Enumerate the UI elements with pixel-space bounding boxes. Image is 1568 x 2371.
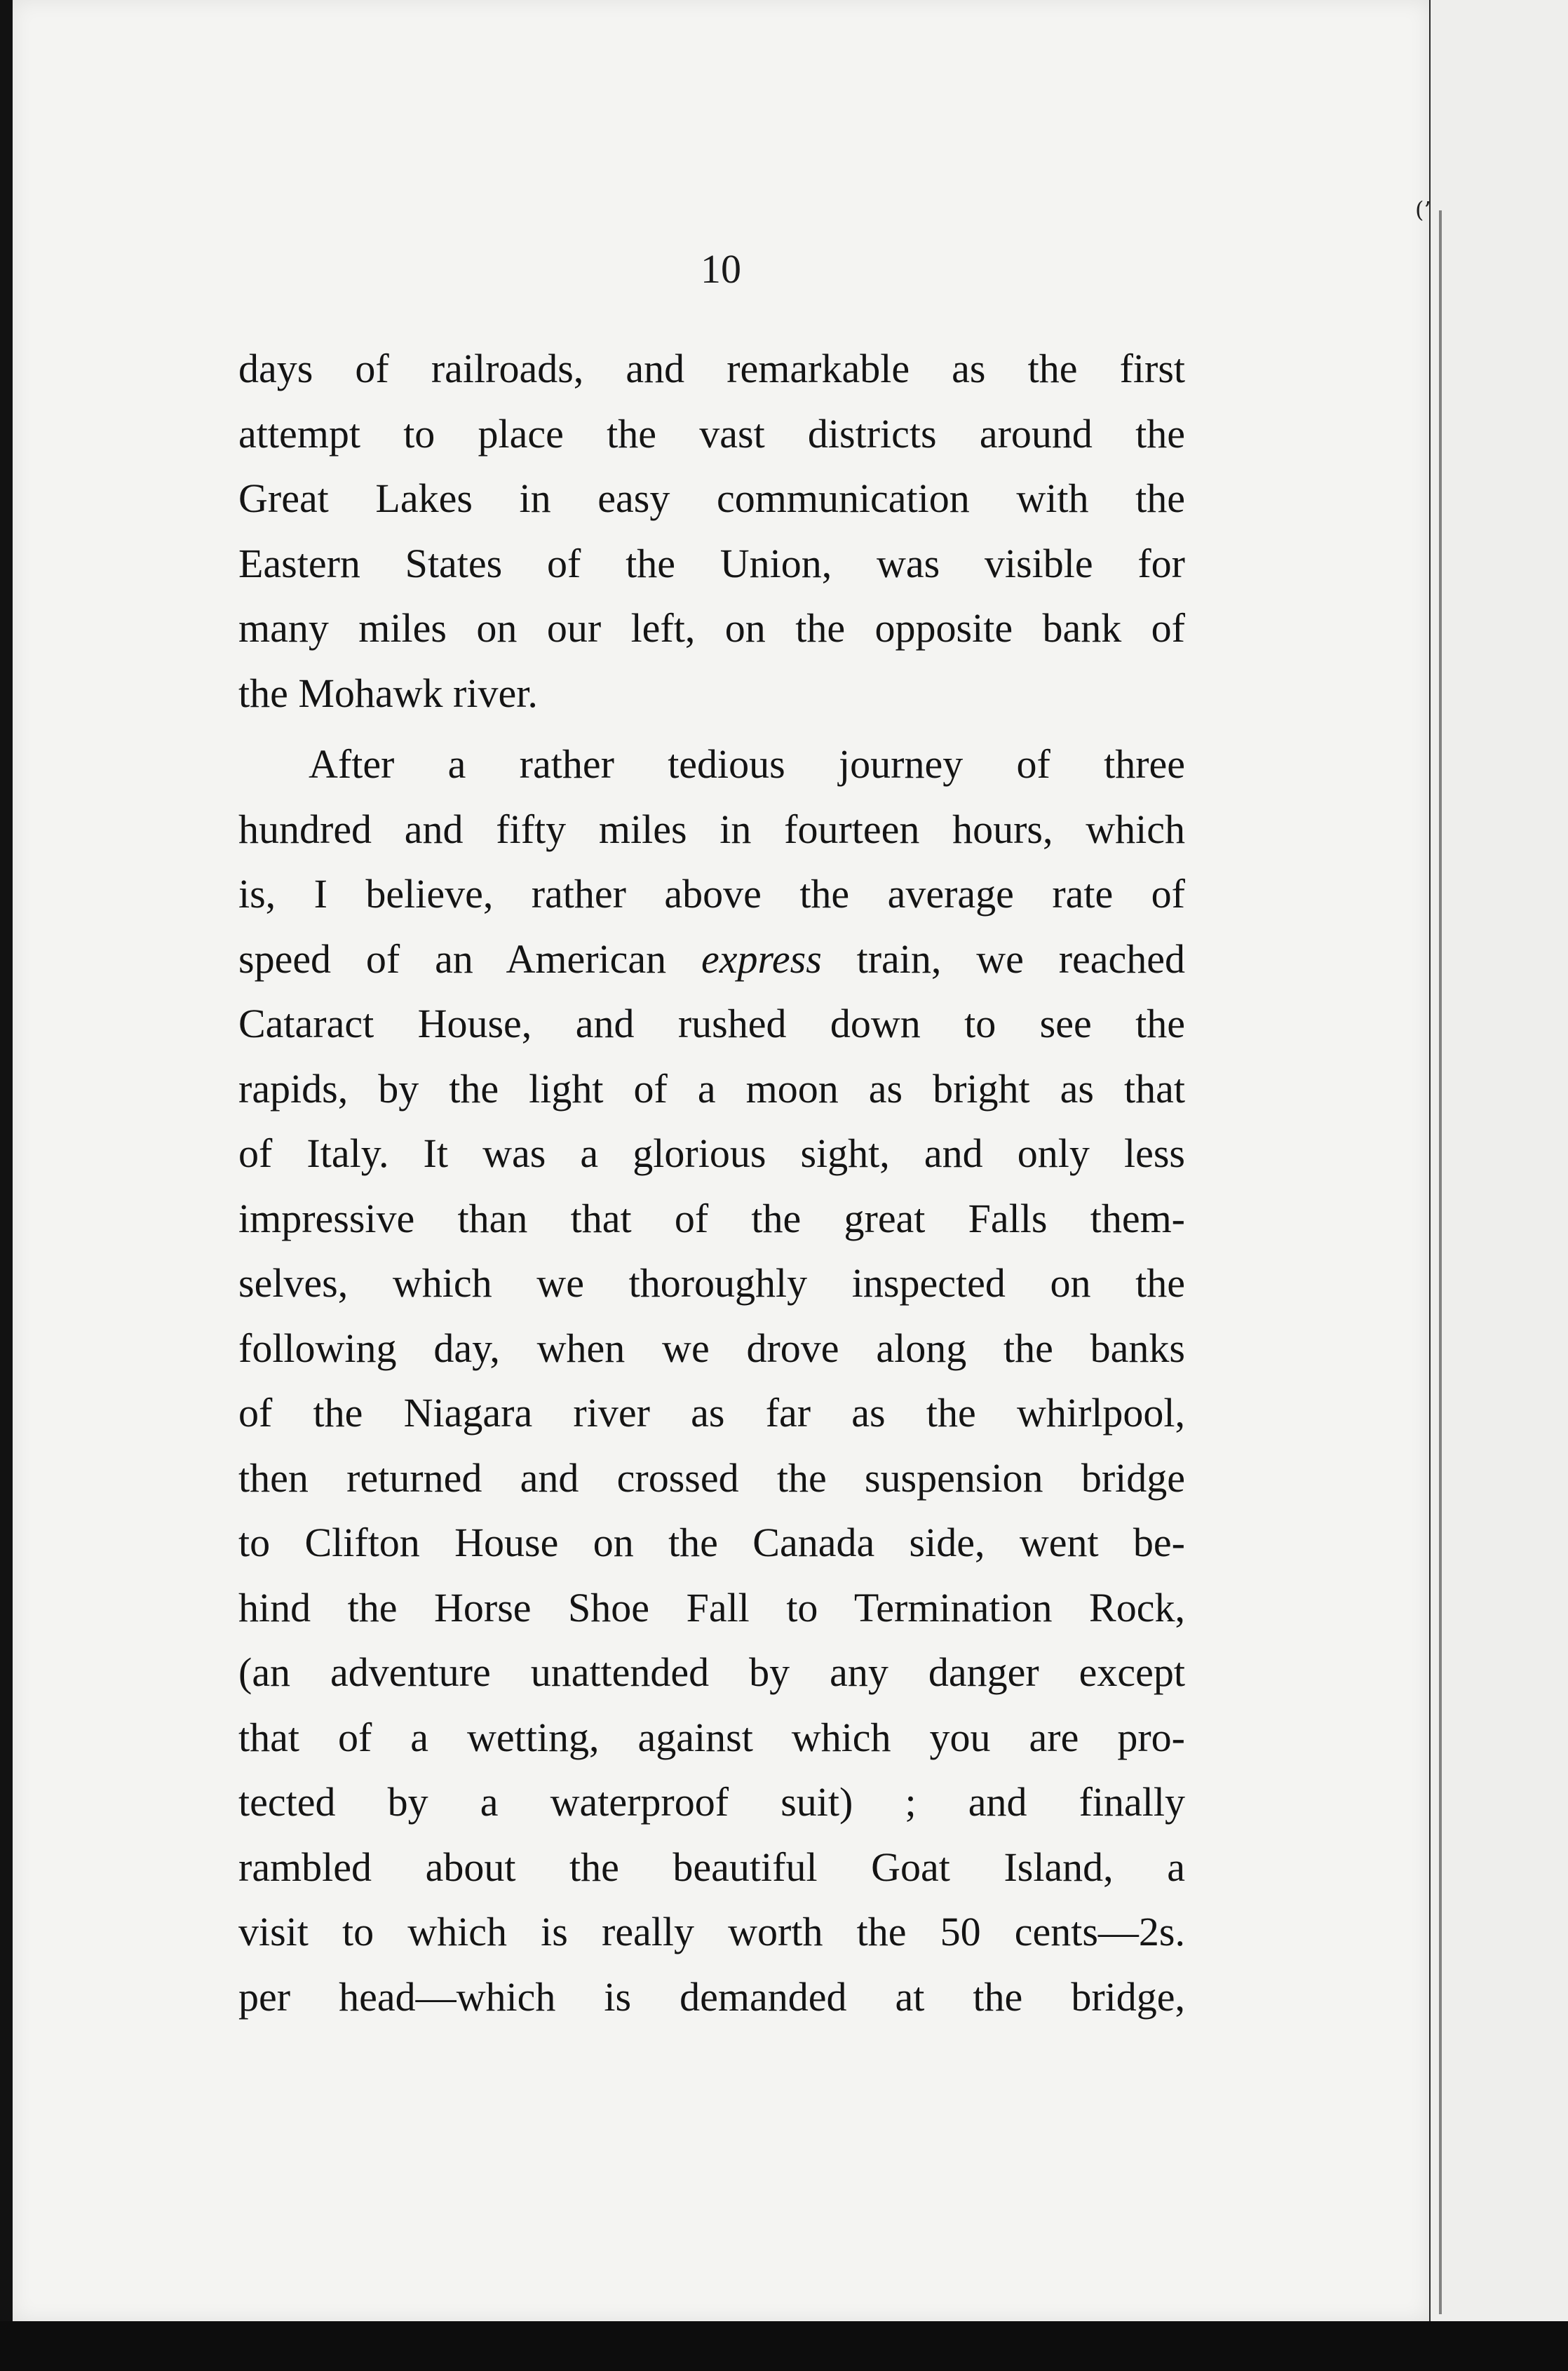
page-edge-line <box>1439 210 1442 2314</box>
text-line: attempt to place the vast districts around the <box>238 410 1185 457</box>
text-line: following day, when we drove along the banks <box>238 1325 1185 1371</box>
text-line: the Mohawk river. <box>238 670 538 716</box>
text-line: then returned and crossed the suspension bridge <box>238 1454 1185 1501</box>
text-segment: train, we reached <box>821 935 1186 982</box>
text-line: After a rather tedious journey of three <box>309 741 1185 787</box>
body-text <box>238 337 1185 2029</box>
text-line: that of a wetting, against which you are pro- <box>238 1714 1185 1760</box>
page-number: 10 <box>701 246 741 292</box>
text-line: Great Lakes in easy communication with the <box>238 475 1185 521</box>
text-line: Cataract House, and rushed down to see the <box>238 1001 1185 1046</box>
text-line-with-italic <box>238 927 1185 992</box>
text-line: tected by a waterproof suit) ; and finally <box>238 1779 1185 1825</box>
paragraph-gap <box>238 726 1185 732</box>
book-page <box>13 0 1429 2321</box>
edge-mark: (’ <box>1415 196 1431 223</box>
text-line: Eastern States of the Union, was visible for <box>238 540 1185 586</box>
text-line: of the Niagara river as far as the whirlpool, <box>238 1390 1185 1436</box>
text-line: selves, which we thoroughly inspected on the <box>238 1260 1185 1306</box>
text-line: hind the Horse Shoe Fall to Termination Rock, <box>238 1584 1185 1630</box>
text-line: (an adventure unattended by any danger except <box>238 1649 1185 1695</box>
text-line: impressive than that of the great Falls them- <box>238 1195 1185 1241</box>
text-line: many miles on our left, on the opposite bank of <box>238 605 1185 651</box>
text-line: per head—which is demanded at the bridge, <box>238 1973 1185 2020</box>
adjacent-page-edge <box>1431 0 1568 2321</box>
text-line: of Italy. It was a glorious sight, and only less <box>238 1130 1185 1176</box>
text-line: hundred and fifty miles in fourteen hours, which <box>238 806 1185 852</box>
scan-bottom-border <box>0 2321 1568 2371</box>
text-line: days of railroads, and remarkable as the first <box>238 346 1185 391</box>
text-line: rapids, by the light of a moon as bright as that <box>238 1065 1185 1112</box>
italic-word: express <box>701 935 822 982</box>
text-line: rambled about the beautiful Goat Island, a <box>238 1844 1185 1890</box>
text-segment: speed of an American <box>238 935 701 982</box>
text-line: is, I believe, rather above the average rate of <box>238 871 1185 917</box>
text-line: to Clifton House on the Canada side, went be- <box>238 1520 1185 1565</box>
text-line: visit to which is really worth the 50 cents—2s. <box>238 1909 1185 1954</box>
